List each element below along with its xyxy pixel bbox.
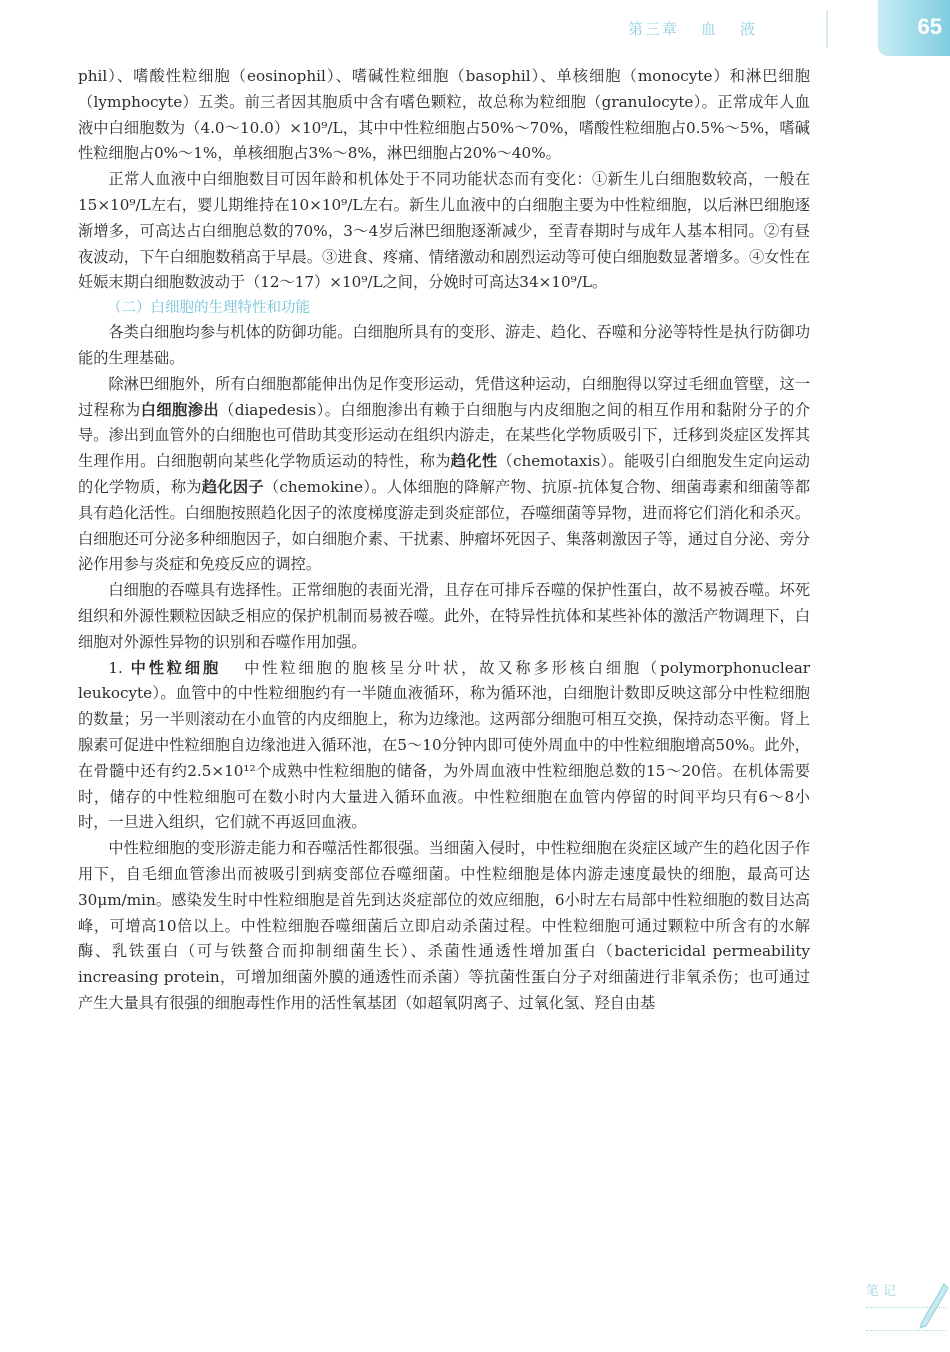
section-label-2: 液 bbox=[740, 20, 758, 38]
section-label: 血 bbox=[701, 20, 719, 38]
paragraph-4-part-c: （chemotaxis）。能吸引白细胞发生定向运动的化学物质，称为 bbox=[78, 452, 810, 496]
section-heading: （二）白细胞的生理特性和功能 bbox=[107, 300, 310, 317]
term-chemokine: 趋化因子 bbox=[201, 477, 264, 496]
notes-label: 笔记 bbox=[866, 1284, 901, 1299]
header-divider bbox=[826, 10, 828, 48]
paragraph-3: 各类白细胞均参与机体的防御功能。白细胞所具有的变形、游走、趋化、吞噬和分泌等特性是执行防御功能的生理基础。 bbox=[78, 323, 810, 367]
body-text bbox=[78, 64, 810, 1017]
term-neutrophil: 中性粒细胞 bbox=[130, 658, 222, 677]
running-head bbox=[628, 18, 757, 39]
page-header bbox=[0, 0, 950, 66]
paragraph-4-part-b: （diapedesis）。白细胞渗出有赖于白细胞与内皮细胞之间的相互作用和黏附分子的介导。渗出到血管外的白细胞也可借助其变形运动在组织内游走，在某些化学物质吸引下，迁移到炎症区发挥其生理作用。白细胞朝向某些化学物质运动的特性，称为 bbox=[78, 400, 811, 471]
paragraph-6-body: 中性粒细胞的胞核呈分叶状，故又称多形核白细胞（polymorphonuclear leukocyte）。血管中的中性粒细胞约有一半随血液循环，称为循环池，白细胞计数即反映这部分中性粒细胞的数量；另一半则滚动在小血管的内皮细胞上，称为边缘池。这两部分细胞可相互交换，保持动态平衡。肾上腺素可促进中性粒细胞自边缘池进入循环池，在5～10分钟内即可使外周血中的中性粒细胞增高50%。此外，在骨髓中还有约2.5×10¹²个成熟中性粒细胞的储备，为外周血液中性粒细胞总数的15～20倍。在机体需要时，储存的中性粒细胞可在数小时内大量进入循环血液。中性粒细胞在血管内停留的时间平均只有6～8小时，一旦进入组织，它们就不再返回血液。 bbox=[78, 658, 811, 832]
term-chemotaxis: 趋化性 bbox=[450, 452, 498, 471]
list-number: 1. bbox=[108, 658, 123, 677]
paragraph-7: 中性粒细胞的变形游走能力和吞噬活性都很强。当细菌入侵时，中性粒细胞在炎症区域产生的趋化因子作用下，自毛细血管渗出而被吸引到病变部位吞噬细菌。中性粒细胞是体内游走速度最快的细胞，最高可达30μm/min。感染发生时中性粒细胞是首先到达炎症部位的效应细胞，6小时左右局部中性粒细胞的数目达高峰，可增高10倍以上。中性粒细胞吞噬细菌后立即启动杀菌过程。中性粒细胞可通过颗粒中所含有的水解酶、乳铁蛋白（可与铁螯合而抑制细菌生长）、杀菌性通透性增加蛋白（bactericidal permeability increasing protein，可增加细菌外膜的通透性而杀菌）等抗菌性蛋白分子对细菌进行非氧杀伤；也可通过产生大量具有很强的细胞毒性作用的活性氧基团（如超氧阴离子、过氧化氢、羟自由基 bbox=[78, 839, 810, 1012]
paragraph-4-part-a: 除淋巴细胞外，所有白细胞都能伸出伪足作变形运动，凭借这种运动，白细胞得以穿过毛细血管壁，这一过程称为 bbox=[78, 374, 810, 419]
page-number-tab bbox=[878, 0, 950, 56]
paragraph-6 bbox=[78, 656, 810, 837]
chapter-label: 第三章 bbox=[628, 20, 680, 38]
pencil-icon bbox=[918, 1282, 948, 1330]
term-diapedesis: 白细胞渗出 bbox=[140, 400, 220, 419]
paragraph-4 bbox=[78, 372, 810, 578]
paragraph-5: 白细胞的吞噬具有选择性。正常细胞的表面光滑，且存在可排斥吞噬的保护性蛋白，故不易被吞噬。坏死组织和外源性颗粒因缺乏相应的保护机制而易被吞噬。此外，在特异性抗体和某些补体的激活产物调理下，白细胞对外源性异物的识别和吞噬作用加强。 bbox=[78, 581, 810, 651]
paragraph-4-part-d: （chemokine）。人体细胞的降解产物、抗原-抗体复合物、细菌毒素和细菌等都具有趋化活性。白细胞按照趋化因子的浓度梯度游走到炎症部位，吞噬细菌等异物，进而将它们消化和杀灭。白细胞还可分泌多种细胞因子，如白细胞介素、干扰素、肿瘤坏死因子、集落刺激因子等，通过自分泌、旁分泌作用参与炎症和免疫反应的调控。 bbox=[78, 477, 811, 574]
paragraph-1: phil）、嗜酸性粒细胞（eosinophil）、嗜碱性粒细胞（basophil）、单核细胞（monocyte）和淋巴细胞（lymphocyte）五类。前三者因其胞质中含有嗜色颗粒，故总称为粒细胞（granulocyte）。正常成年人血液中白细胞数为（4.0～10.0）×10⁹/L，其中中性粒细胞占50%～70%，嗜酸性粒细胞占0.5%～5%，嗜碱性粒细胞占0%～1%，单核细胞占3%～8%，淋巴细胞占20%～40%。 bbox=[78, 67, 810, 163]
page-number: 65 bbox=[917, 14, 942, 39]
paragraph-2: 正常人血液中白细胞数目可因年龄和机体处于不同功能状态而有变化：①新生儿白细胞数较高，一般在15×10⁹/L左右，婴儿期维持在10×10⁹/L左右。新生儿血液中的白细胞主要为中性粒细胞，以后淋巴细胞逐渐增多，可高达占白细胞总数的70%，3～4岁后淋巴细胞逐渐减少，至青春期时与成年人基本相同。②有昼夜波动，下午白细胞数稍高于早晨。③进食、疼痛、情绪激动和剧烈运动等可使白细胞数显著增多。④女性在妊娠末期白细胞数波动于（12～17）×10⁹/L之间，分娩时可高达34×10⁹/L。 bbox=[78, 170, 810, 292]
